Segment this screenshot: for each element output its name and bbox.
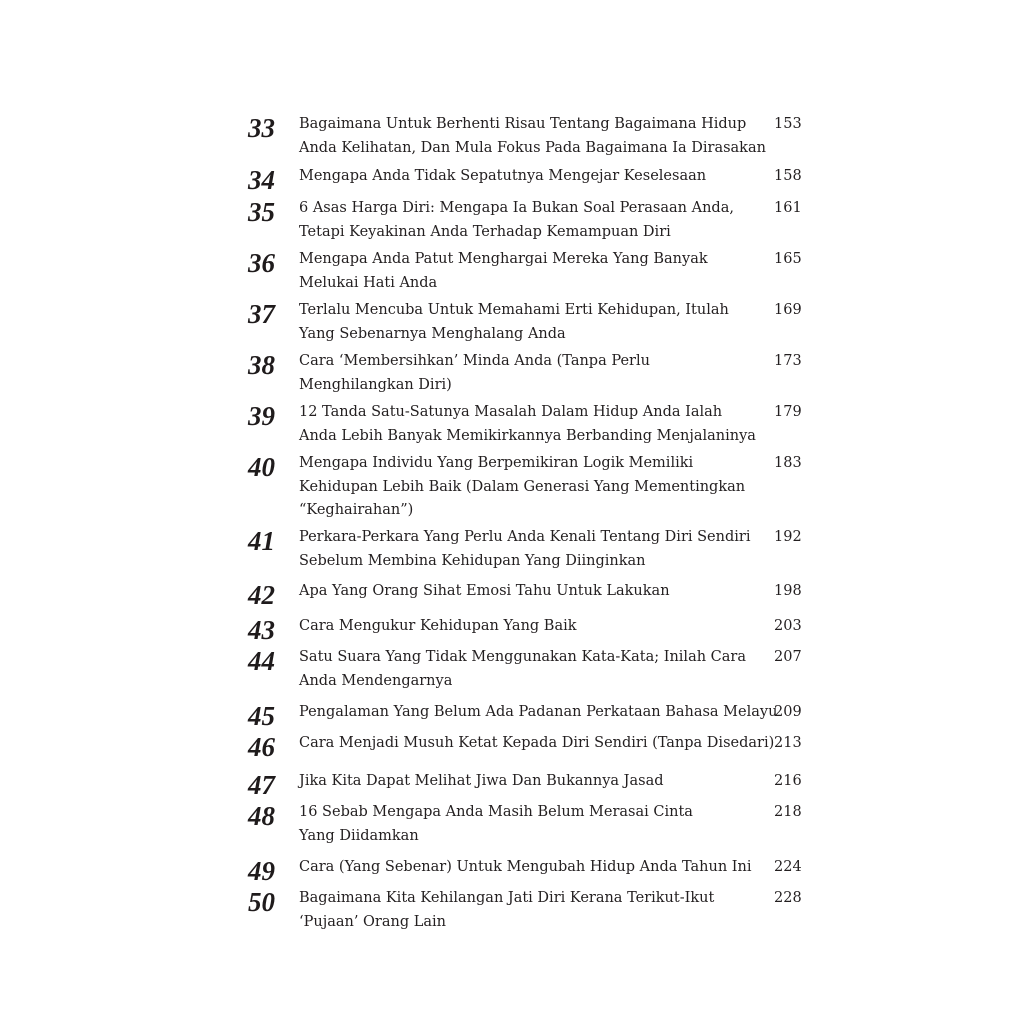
chapter-title <box>299 452 769 523</box>
chapter-title <box>299 248 769 295</box>
chapter-title <box>299 580 769 604</box>
chapter-title-line: Mengapa Anda Tidak Sepatutnya Mengejar Keselesaan <box>299 168 707 184</box>
chapter-title <box>299 197 769 244</box>
chapter-number: 49 <box>248 856 275 886</box>
chapter-title-line: Jika Kita Dapat Melihat Jiwa Dan Bukannya Jasad <box>299 773 664 789</box>
page-number: 228 <box>774 890 802 906</box>
page-number: 213 <box>774 735 802 751</box>
chapter-title-line: Cara Mengukur Kehidupan Yang Baik <box>299 618 577 634</box>
page-number: 161 <box>774 200 802 216</box>
chapter-number: 36 <box>248 248 275 278</box>
chapter-title <box>299 770 769 794</box>
chapter-title <box>299 113 769 160</box>
chapter-title <box>299 299 769 346</box>
chapter-number: 33 <box>248 113 275 143</box>
chapter-number: 48 <box>248 801 275 831</box>
chapter-title-line: Perkara-Perkara Yang Perlu Anda Kenali Tentang Diri Sendiri <box>299 529 751 545</box>
page-number: 218 <box>774 804 802 820</box>
chapter-title <box>299 801 769 848</box>
chapter-title-line: Cara ‘Membersihkan’ Minda Anda (Tanpa Perlu <box>299 353 650 369</box>
page-number: 224 <box>774 859 802 875</box>
chapter-title-line: Menghilangkan Diri) <box>299 376 452 393</box>
chapter-title-line: Sebelum Membina Kehidupan Yang Diinginkan <box>299 552 646 569</box>
chapter-title-line: Yang Diidamkan <box>299 827 419 844</box>
chapter-number: 34 <box>248 165 275 195</box>
chapter-title <box>299 646 769 693</box>
chapter-number: 46 <box>248 732 275 762</box>
chapter-title <box>299 701 778 725</box>
chapter-title-line: Satu Suara Yang Tidak Menggunakan Kata-Kata; Inilah Cara <box>299 649 746 665</box>
chapter-number: 50 <box>248 887 275 917</box>
chapter-number: 44 <box>248 646 275 676</box>
chapter-title-line: Mengapa Anda Patut Menghargai Mereka Yang Banyak <box>299 251 708 267</box>
chapter-title-line: Terlalu Mencuba Untuk Memahami Erti Kehidupan, Itulah <box>299 302 729 318</box>
chapter-title-line: Melukai Hati Anda <box>299 274 438 291</box>
chapter-title <box>299 615 769 639</box>
chapter-title-line: 6 Asas Harga Diri: Mengapa Ia Bukan Soal Perasaan Anda, <box>299 200 734 216</box>
chapter-title-line: Bagaimana Untuk Berhenti Risau Tentang Bagaimana Hidup <box>299 116 747 132</box>
chapter-title <box>299 856 769 880</box>
chapter-title <box>299 165 769 189</box>
page-number: 198 <box>774 583 802 599</box>
chapter-title-line: Anda Kelihatan, Dan Mula Fokus Pada Bagaimana Ia Dirasakan <box>299 139 766 156</box>
chapter-number: 42 <box>248 580 275 610</box>
page-number: 179 <box>774 404 802 420</box>
chapter-title <box>299 887 769 934</box>
page-number: 153 <box>774 116 802 132</box>
chapter-title <box>299 401 769 448</box>
chapter-number: 40 <box>248 452 275 482</box>
page-number: 183 <box>774 455 802 471</box>
chapter-title <box>299 732 775 756</box>
page-number: 203 <box>774 618 802 634</box>
chapter-title-line: Pengalaman Yang Belum Ada Padanan Perkataan Bahasa Melayu <box>299 704 778 720</box>
chapter-title-line: Mengapa Individu Yang Berpemikiran Logik Memiliki <box>299 455 694 471</box>
chapter-title-line: Yang Sebenarnya Menghalang Anda <box>299 325 566 342</box>
chapter-title-line: Bagaimana Kita Kehilangan Jati Diri Kerana Terikut-Ikut <box>299 890 715 906</box>
chapter-title-line: Kehidupan Lebih Baik (Dalam Generasi Yang Mementingkan <box>299 478 746 495</box>
page-number: 207 <box>774 649 802 665</box>
chapter-title-line: Cara (Yang Sebenar) Untuk Mengubah Hidup Anda Tahun Ini <box>299 859 752 875</box>
chapter-number: 47 <box>248 770 275 800</box>
page-number: 158 <box>774 168 802 184</box>
page-number: 209 <box>774 704 802 720</box>
chapter-title-line: Anda Mendengarnya <box>299 672 453 689</box>
chapter-number: 45 <box>248 701 275 731</box>
chapter-title <box>299 526 769 573</box>
chapter-number: 35 <box>248 197 275 227</box>
chapter-title-line: 12 Tanda Satu-Satunya Masalah Dalam Hidup Anda Ialah <box>299 404 723 420</box>
chapter-number: 38 <box>248 350 275 380</box>
page-number: 173 <box>774 353 802 369</box>
chapter-title-line: Cara Menjadi Musuh Ketat Kepada Diri Sendiri (Tanpa Disedari) <box>299 735 775 751</box>
chapter-number: 37 <box>248 299 275 329</box>
chapter-title-line: 16 Sebab Mengapa Anda Masih Belum Merasai Cinta <box>299 804 693 820</box>
chapter-title-line: ‘Pujaan’ Orang Lain <box>299 913 446 930</box>
chapter-title-line: Apa Yang Orang Sihat Emosi Tahu Untuk Lakukan <box>299 583 670 599</box>
page-number: 169 <box>774 302 802 318</box>
page-number: 216 <box>774 773 802 789</box>
chapter-number: 43 <box>248 615 275 645</box>
chapter-title <box>299 350 769 397</box>
chapter-title-line: Anda Lebih Banyak Memikirkannya Berbanding Menjalaninya <box>299 427 756 444</box>
chapter-title-line: Tetapi Keyakinan Anda Terhadap Kemampuan Diri <box>299 223 671 240</box>
page-number: 192 <box>774 529 802 545</box>
chapter-number: 41 <box>248 526 275 556</box>
chapter-title-line: “Keghairahan”) <box>299 502 414 518</box>
chapter-number: 39 <box>248 401 275 431</box>
page-number: 165 <box>774 251 802 267</box>
